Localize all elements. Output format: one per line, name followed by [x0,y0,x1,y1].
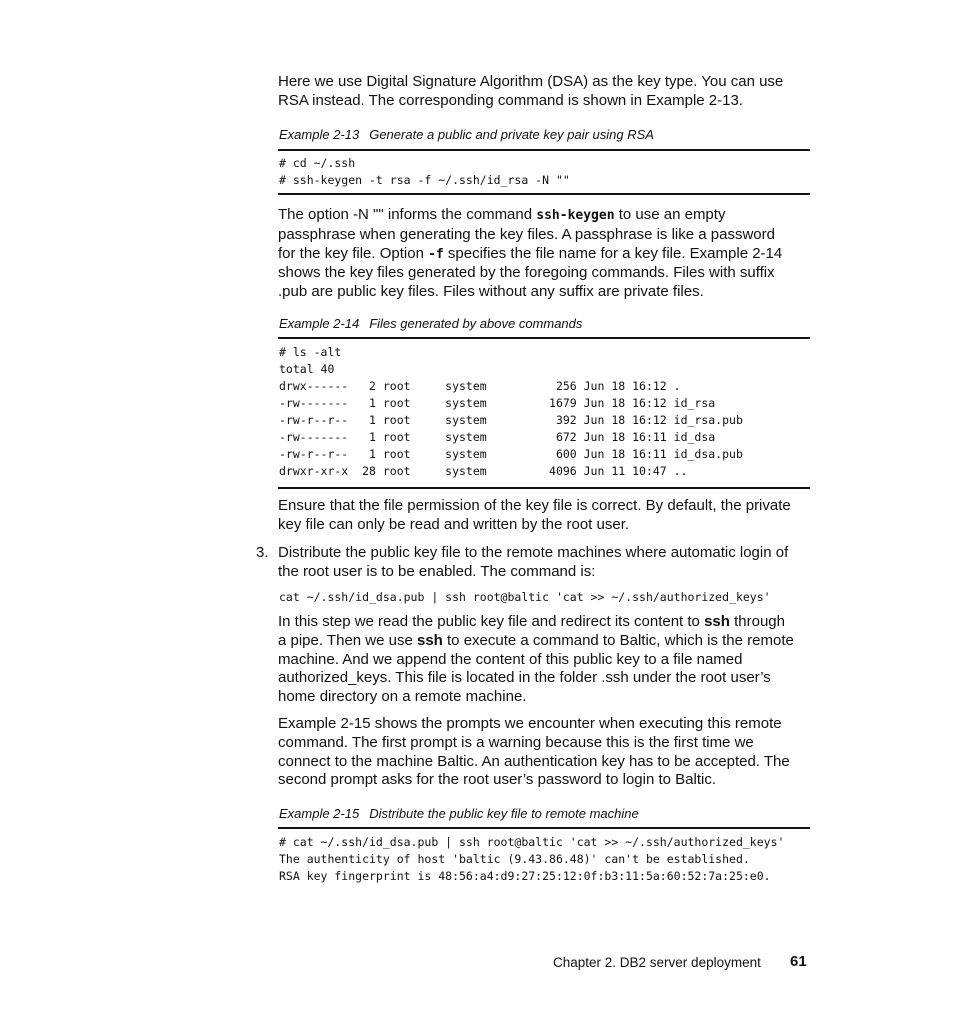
bold-command: ssh [416,631,443,649]
text-run: specifies the file name for a key file. Example 2-14 [443,244,783,262]
example-2-15-intro-paragraph [278,715,810,790]
text-line [278,245,810,265]
text-line [278,206,810,226]
text-line [278,632,810,651]
text-line: authorized_keys. This file is located in the folder .ssh under the root user’s [278,669,771,687]
text-line: command. The first prompt is a warning because this is the first time we [278,733,754,751]
code-line: drwx------ 2 root system 256 Jun 18 16:12 . [279,379,681,393]
text-line: second prompt asks for the root user’s password to login to Baltic. [278,771,716,789]
text-line: key file can only be read and written by the root user. [278,515,630,533]
text-line: .pub are public key files. Files without any suffix are private files. [278,283,704,301]
text-line [278,613,810,632]
example-2-14-caption [279,316,582,331]
intro-paragraph [278,73,810,111]
text-run: for the key file. Option [278,244,429,262]
code-line: # cd ~/.ssh [279,156,356,170]
example-2-15-code [278,827,810,885]
code-line: # ssh-keygen -t rsa -f ~/.ssh/id_rsa -N "" [279,173,570,187]
example-2-15-caption [279,806,639,821]
text-run: The option -N "" informs the command [278,206,537,223]
example-2-13-caption [279,127,654,142]
text-line: RSA instead. The corresponding command is shown in Example 2-13. [278,91,743,109]
caption-title: Files generated by above commands [369,316,583,331]
text-line: the root user is to be enabled. The command is: [278,562,596,580]
bold-command: ssh [704,613,730,630]
text-line: Here we use Digital Signature Algorithm (DSA) as the key type. You can use [278,73,784,90]
code-line: -rw------- 1 root system 672 Jun 18 16:11 id_dsa [279,430,716,444]
footer-chapter: Chapter 2. DB2 server deployment [553,955,761,970]
caption-label: Example 2-13 [279,127,360,142]
step-explanation-paragraph [278,613,810,707]
text-run: a pipe. Then we use [278,631,417,649]
code-line: -rw-r--r-- 1 root system 392 Jun 18 16:12 id_rsa.pub [279,413,743,427]
text-line: Distribute the public key file to the remote machines where automatic login of [278,544,789,561]
example-2-13-code [278,149,810,195]
code-line: RSA key fingerprint is 48:56:a4:d9:27:25:12:0f:b3:11:5a:60:52:7a:25:e0. [279,869,771,883]
code-line: # cat ~/.ssh/id_dsa.pub | ssh root@baltic 'cat >> ~/.ssh/authorized_keys' [279,835,785,849]
code-line: total 40 [279,362,335,376]
text-line: machine. And we append the content of this public key to a file named [278,650,743,668]
text-line: shows the key files generated by the foregoing commands. Files with suffix [278,264,775,282]
caption-label: Example 2-14 [279,316,360,331]
code-line: # ls -alt [279,345,342,359]
text-line: Ensure that the file permission of the key file is correct. By default, the private [278,497,791,514]
step-3-paragraph [278,544,810,582]
example-2-14-code [278,337,810,489]
code-line: -rw-r--r-- 1 root system 600 Jun 18 16:11 id_dsa.pub [279,447,743,461]
caption-title: Distribute the public key file to remote machine [369,806,639,821]
inline-option: -f [428,246,444,262]
code-line: The authenticity of host 'baltic (9.43.86.48)' can't be established. [279,852,750,866]
ensure-paragraph [278,497,810,535]
code-line: drwxr-xr-x 28 root system 4096 Jun 11 10:47 .. [279,464,688,478]
text-line: home directory on a remote machine. [278,688,527,706]
text-run: to execute a command to Baltic, which is the remote [442,631,794,649]
caption-label: Example 2-15 [279,806,360,821]
text-run: to use an empty [614,206,726,223]
code-line: -rw------- 1 root system 1679 Jun 18 16:12 id_rsa [279,396,716,410]
text-line: Example 2-15 shows the prompts we encounter when executing this remote [278,715,782,732]
page-number: 61 [790,953,807,970]
text-line: connect to the machine Baltic. An authentication key has to be accepted. The [278,752,790,770]
caption-title: Generate a public and private key pair using RSA [369,127,654,142]
text-run: through [729,613,785,630]
text-run: In this step we read the public key file and redirect its content to [278,613,705,630]
option-paragraph [278,206,810,302]
command-line: cat ~/.ssh/id_dsa.pub | ssh root@baltic 'cat >> ~/.ssh/authorized_keys' [279,590,771,604]
list-number: 3. [256,544,269,561]
text-line: passphrase when generating the key files. A passphrase is like a password [278,225,775,243]
inline-command: ssh-keygen [536,208,615,223]
